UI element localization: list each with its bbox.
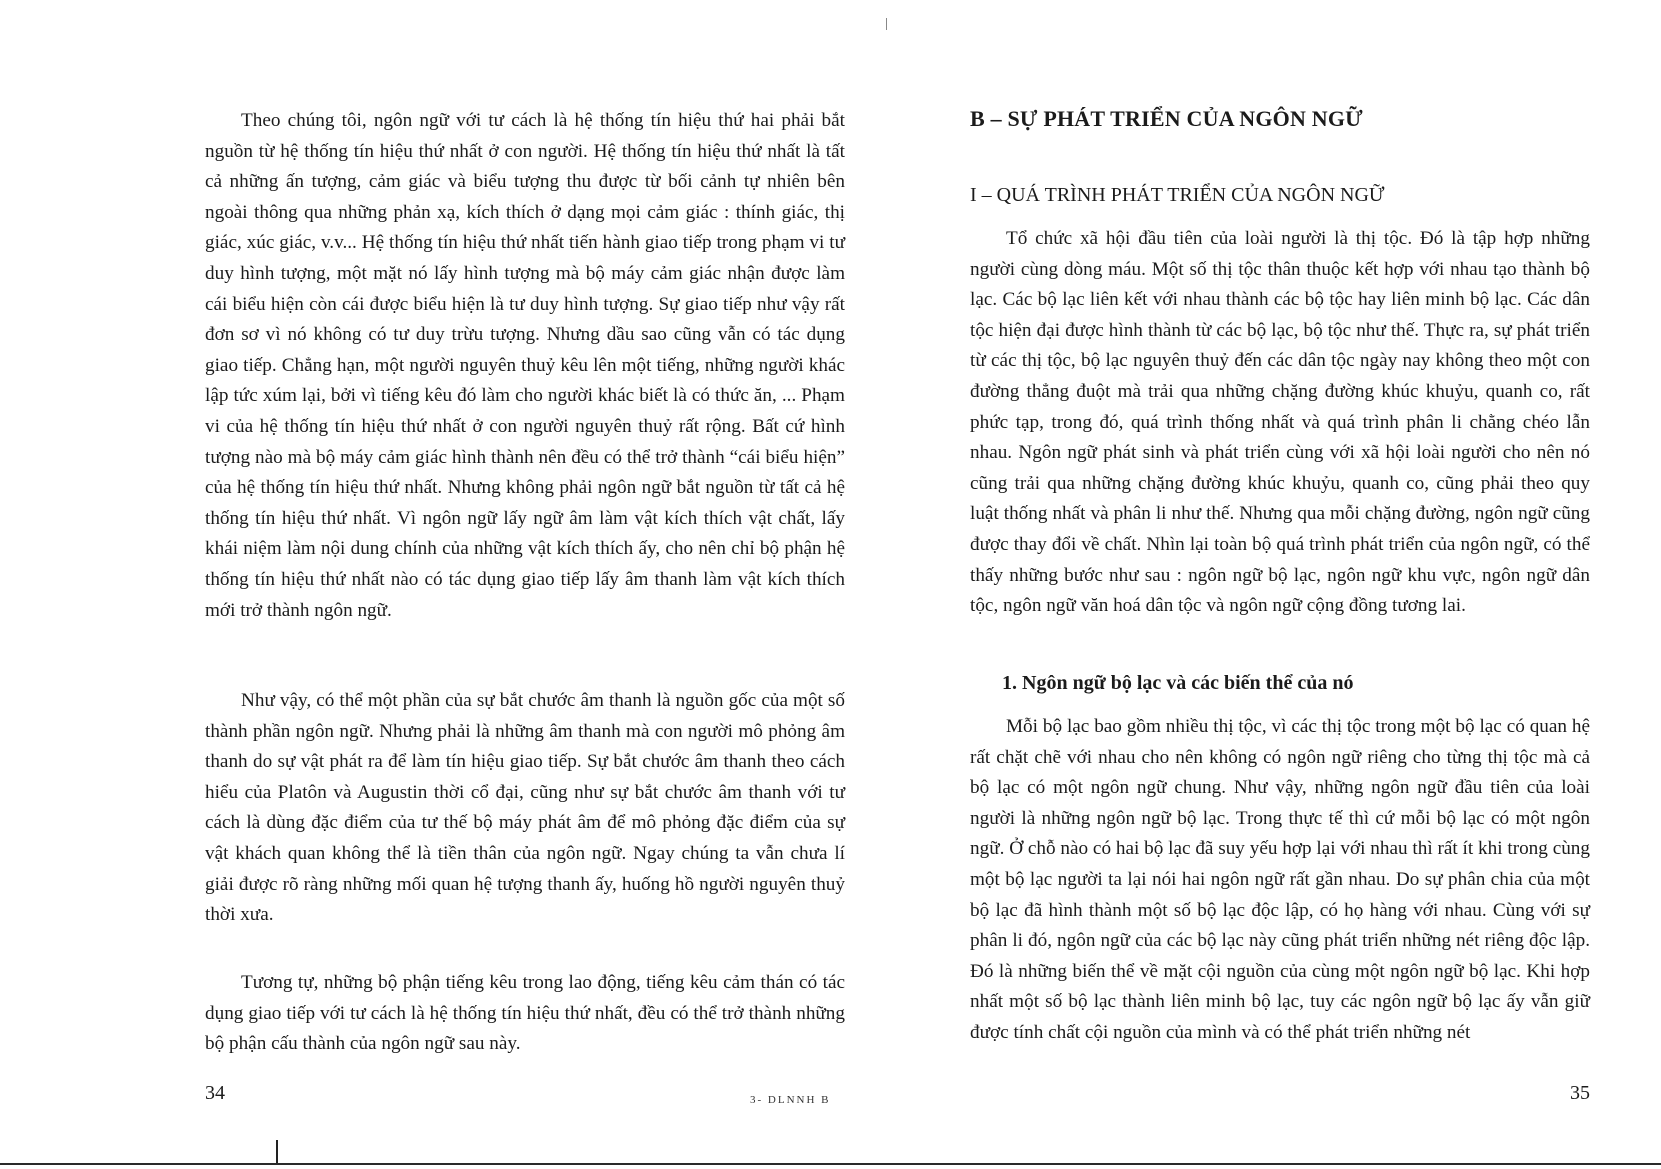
signature-mark: 3- DLNNH B [750, 1094, 831, 1106]
page-number-left: 34 [205, 1082, 225, 1104]
item-heading: 1. Ngôn ngữ bộ lạc và các biến thể của nó [1002, 672, 1354, 694]
left-paragraph-1: Theo chúng tôi, ngôn ngữ với tư cách là hệ thống tín hiệu thứ hai phải bắt nguồn từ hệ thống tín hiệu thứ nhất ở con người. Hệ thống tín hiệu thứ nhất là tất cả những ấn tượng, cảm giác và biểu tượng thu được từ bối cảnh tự nhiên bên ngoài thông qua những phản xạ, kích thích ở dạng mọi cảm giác : thính giác, thị giác, xúc giác, v.v... Hệ thống tín hiệu thứ nhất tiến hành giao tiếp trong phạm vi tư duy hình tượng, một mặt nó lấy hình tượng mà bộ máy cảm giác nhận được làm cái biểu hiện còn cái được biểu hiện là tư duy hình tượng. Sự giao tiếp như vậy rất đơn sơ vì nó không có tư duy trừu tượng. Nhưng dầu sao cũng vẫn có tác dụng giao tiếp. Chẳng hạn, một người nguyên thuỷ kêu lên một tiếng, những người khác lập tức xúm lại, bởi vì tiếng kêu đó làm cho người khác biết là có thức ăn, ... Phạm vi của hệ thống tín hiệu thứ nhất ở con người nguyên thuỷ rất rộng. Bất cứ hình tượng nào mà bộ máy cảm giác hình thành nên đều có thể trở thành “cái biểu hiện” của hệ thống tín hiệu thứ nhất. Nhưng không phải ngôn ngữ bắt nguồn từ tất cả hệ thống tín hiệu thứ nhất. Vì ngôn ngữ lấy ngữ âm làm vật kích thích vật chất, lấy khái niệm làm nội dung chính của những vật kích thích ấy, cho nên chỉ bộ phận hệ thống tín hiệu thứ nhất nào có tác dụng giao tiếp lấy âm thanh làm vật kích thích mới trở thành ngôn ngữ. [205, 110, 845, 621]
gutter-tick-mark [886, 18, 887, 30]
section-title: B – SỰ PHÁT TRIỂN CỦA NGÔN NGỮ [970, 106, 1363, 131]
left-paragraph-2: Như vậy, có thể một phần của sự bắt chước âm thanh là nguồn gốc của một số thành phần ngôn ngữ. Nhưng phải là những âm thanh mà con người mô phỏng âm thanh do sự vật phát ra để làm tín hiệu giao tiếp. Sự bắt chước âm thanh theo cách hiểu của Platôn và Augustin thời cổ đại, cũng như sự bắt chước âm thanh với tư cách là dùng đặc điểm của tư thế bộ máy phát âm để mô phỏng đặc điểm của sự vật khách quan không thể là tiền thân của ngôn ngữ. Ngay chúng ta vẫn chưa lí giải được rõ ràng những mối quan hệ tượng thanh ấy, huống hồ người nguyên thuỷ thời xưa. [205, 690, 845, 926]
page-number-right: 35 [1570, 1082, 1590, 1104]
right-paragraph-2: Mỗi bộ lạc bao gồm nhiều thị tộc, vì các thị tộc trong một bộ lạc có quan hệ rất chặt chẽ với nhau cho nên không có ngôn ngữ riêng cho từng thị tộc mà cả bộ lạc có một ngôn ngữ chung. Như vậy, những ngôn ngữ đầu tiên của loài người là những ngôn ngữ bộ lạc. Trong thực tế thì cứ mỗi bộ lạc có một ngôn ngữ. Ở chỗ nào có hai bộ lạc đã suy yếu hợp lại với nhau thì rất ít khi trong cùng một bộ lạc người ta lại nói hai ngôn ngữ rất gần nhau. Do sự phân chia của một bộ lạc đã hình thành một số bộ lạc độc lập, có họ hàng với nhau. Cùng với sự phân li đó, ngôn ngữ của các bộ lạc này cũng phát triển những nét riêng độc lập. Đó là những biến thể về mặt cội nguồn của cùng một ngôn ngữ bộ lạc. Khi hợp nhất một số bộ lạc thành liên minh bộ lạc, tuy các ngôn ngữ bộ lạc ấy vẫn giữ được tính chất cội nguồn của mình và có thể phát triển những nét [970, 716, 1590, 1043]
subsection-title: I – QUÁ TRÌNH PHÁT TRIỂN CỦA NGÔN NGỮ [970, 184, 1385, 206]
bottom-edge-rule [0, 1163, 1661, 1165]
right-paragraph-1: Tổ chức xã hội đầu tiên của loài người là thị tộc. Đó là tập hợp những người cùng dòng máu. Một số thị tộc thân thuộc kết hợp với nhau tạo thành bộ lạc. Các bộ lạc liên kết với nhau thành các bộ tộc hay liên minh bộ lạc. Các dân tộc hiện đại được hình thành từ các bộ lạc, bộ tộc như thế. Thực ra, sự phát triển từ các thị tộc, bộ lạc nguyên thuỷ đến các dân tộc ngày nay không theo một con đường thẳng đuột mà trải qua những chặng đường khúc khuỷu, quanh co, rất phức tạp, trong đó, quá trình thống nhất và quá trình phân li chằng chéo lẫn nhau. Ngôn ngữ phát sinh và phát triển cùng với xã hội loài người cho nên nó cũng trải qua những chặng đường khúc khuỷu, quanh co, cũng phải theo quy luật thống nhất và phân li như thế. Nhưng qua mỗi chặng đường, ngôn ngữ cũng được thay đổi về chất. Nhìn lại toàn bộ quá trình phát triển của ngôn ngữ, có thể thấy những bước như sau : ngôn ngữ bộ lạc, ngôn ngữ khu vực, ngôn ngữ dân tộc, ngôn ngữ văn hoá dân tộc và ngôn ngữ cộng đồng tương lai. [970, 228, 1590, 617]
left-paragraph-3: Tương tự, những bộ phận tiếng kêu trong lao động, tiếng kêu cảm thán có tác dụng giao tiếp với tư cách là hệ thống tín hiệu thứ nhất, đều có thể trở thành những bộ phận cấu thành của ngôn ngữ sau này. [205, 972, 845, 1055]
binding-line [276, 1140, 278, 1165]
